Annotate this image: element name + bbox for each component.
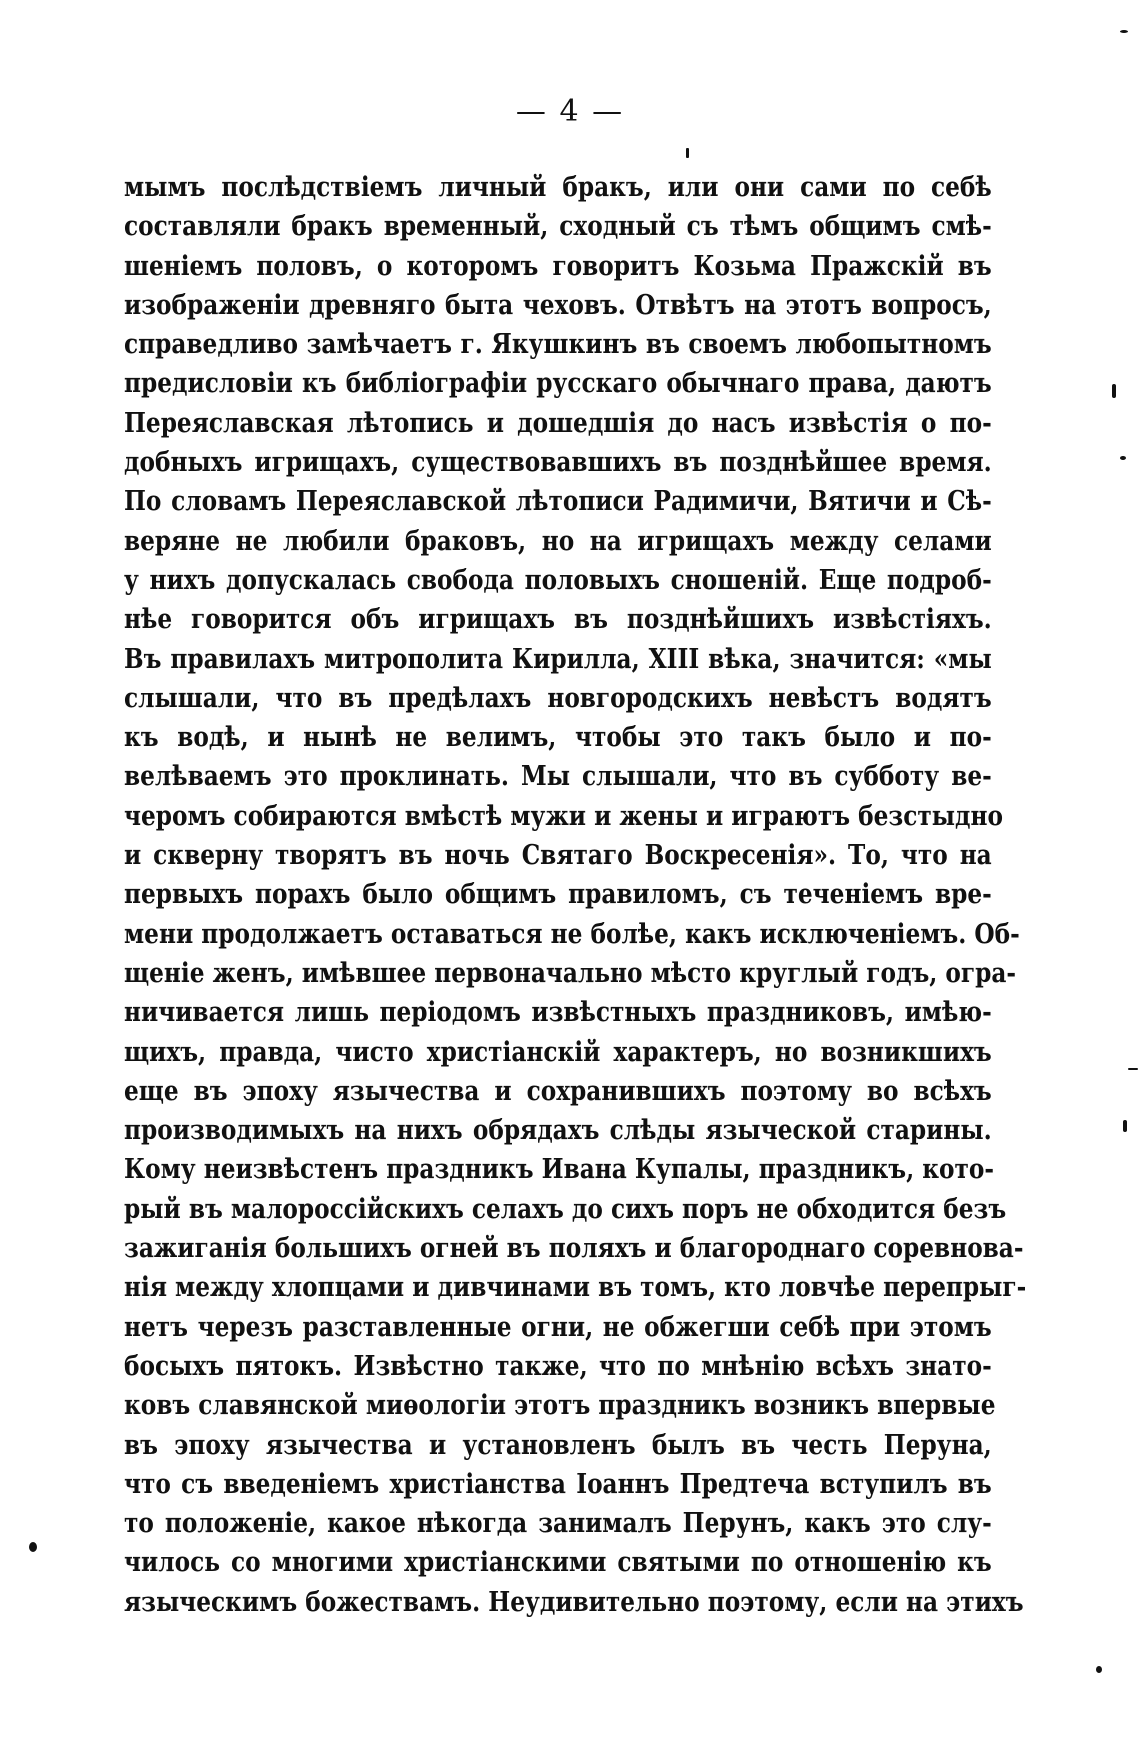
text-line: щеніе женъ, имѣвшее первоначально мѣсто круглый годъ, огра-: [124, 957, 1017, 989]
text-line: у нихъ допускалась свобода половыхъ сношеній. Еще подроб-: [124, 564, 992, 596]
scan-speck: [1120, 30, 1128, 33]
text-line: черомъ собираются вмѣстѣ мужи и жены и играютъ безстыдно: [124, 800, 1003, 832]
text-line: и скверну творятъ въ ночь Святаго Воскресенія». То, что на: [124, 840, 992, 872]
text-line: составляли бракъ временный, сходный съ тѣмъ общимъ смѣ-: [124, 211, 992, 243]
text-line: то положеніе, какое нѣкогда занималъ Перунъ, какъ это слу-: [124, 1508, 992, 1540]
text-line: предисловіи къ библіографіи русскаго обычнаго права, даютъ: [124, 368, 992, 400]
text-line: По словамъ Переяславской лѣтописи Радимичи, Вятичи и Сѣ-: [124, 486, 992, 518]
text-line: чилось со многими христіанскими святыми по отношенію къ: [124, 1547, 992, 1579]
text-line: ковъ славянской миѳологіи этотъ праздникъ возникъ впервые: [124, 1390, 996, 1422]
text-line: Кому неизвѣстенъ праздникъ Ивана Купалы, праздникъ, кото-: [124, 1154, 995, 1186]
text-line: шеніемъ половъ, о которомъ говоритъ Козьма Пражскій въ: [124, 250, 992, 282]
scan-speck: [1112, 384, 1116, 398]
text-line: Въ правилахъ митрополита Кирилла, XIII вѣка, значится: «мы: [124, 643, 992, 675]
text-line: велѣваемъ это проклинать. Мы слышали, что въ субботу ве-: [124, 761, 992, 793]
scan-speck: [1120, 456, 1126, 460]
scan-speck: [1123, 1120, 1127, 1132]
text-line: добныхъ игрищахъ, существовавшихъ въ позднѣйшее время.: [124, 447, 992, 479]
text-line: справедливо замѣчаетъ г. Якушкинъ въ своемъ любопытномъ: [124, 329, 992, 361]
text-line: что съ введеніемъ христіанства Іоаннъ Предтеча вступилъ въ: [124, 1468, 992, 1500]
text-line: мымъ послѣдствіемъ личный бракъ, или они сами по себѣ: [124, 172, 992, 203]
scan-speck: [1096, 1666, 1102, 1673]
text-line: щихъ, правда, чисто христіанскій характеръ, но возникшихъ: [124, 1036, 992, 1068]
text-line: зажиганія большихъ огней въ поляхъ и благороднаго соревнова-: [124, 1233, 1024, 1265]
text-line: въ эпоху язычества и установленъ былъ въ честь Перуна,: [124, 1429, 992, 1461]
text-line: къ водѣ, и нынѣ не велимъ, чтобы это такъ было и по-: [124, 722, 992, 754]
text-line: босыхъ пятокъ. Извѣстно также, что по мнѣнію всѣхъ знато-: [124, 1350, 992, 1382]
text-line: слышали, что въ предѣлахъ новгородскихъ невѣстъ водятъ: [124, 682, 992, 714]
scan-speck: [29, 1542, 37, 1552]
text-line: нія между хлопцами и дивчинами въ томъ, кто ловчѣе перепрыг-: [124, 1272, 1027, 1304]
page-number: — 4 —: [515, 94, 625, 129]
text-line: нетъ черезъ разставленные огни, не обжегши себѣ при этомъ: [124, 1311, 992, 1343]
text-line: рый въ малороссійскихъ селахъ до сихъ поръ не обходится безъ: [124, 1193, 1007, 1225]
text-line: изображеніи древняго быта чеховъ. Отвѣтъ на этотъ вопросъ,: [124, 289, 992, 321]
text-line: Переяславская лѣтопись и дошедшія до насъ извѣстія о по-: [124, 407, 992, 439]
text-line: еще въ эпоху язычества и сохранившихъ поэтому во всѣхъ: [124, 1075, 992, 1107]
scan-speck: [1128, 1068, 1138, 1070]
text-line: производимыхъ на нихъ обрядахъ слѣды языческой старины.: [124, 1115, 992, 1147]
text-line: ничивается лишь періодомъ извѣстныхъ праздниковъ, имѣю-: [124, 997, 992, 1029]
scan-speck: [686, 148, 689, 158]
text-line: языческимъ божествамъ. Неудивительно поэтому, если на этихъ: [124, 1586, 1024, 1618]
text-line: мени продолжаетъ оставаться не болѣе, какъ исключеніемъ. Об-: [124, 918, 1020, 950]
text-line: нѣе говорится объ игрищахъ въ позднѣйшихъ извѣстіяхъ.: [124, 604, 992, 636]
body-text: [124, 168, 1027, 1622]
text-line: первыхъ порахъ было общимъ правиломъ, съ теченіемъ вре-: [124, 879, 992, 911]
text-line: веряне не любили браковъ, но на игрищахъ между селами: [124, 525, 992, 557]
